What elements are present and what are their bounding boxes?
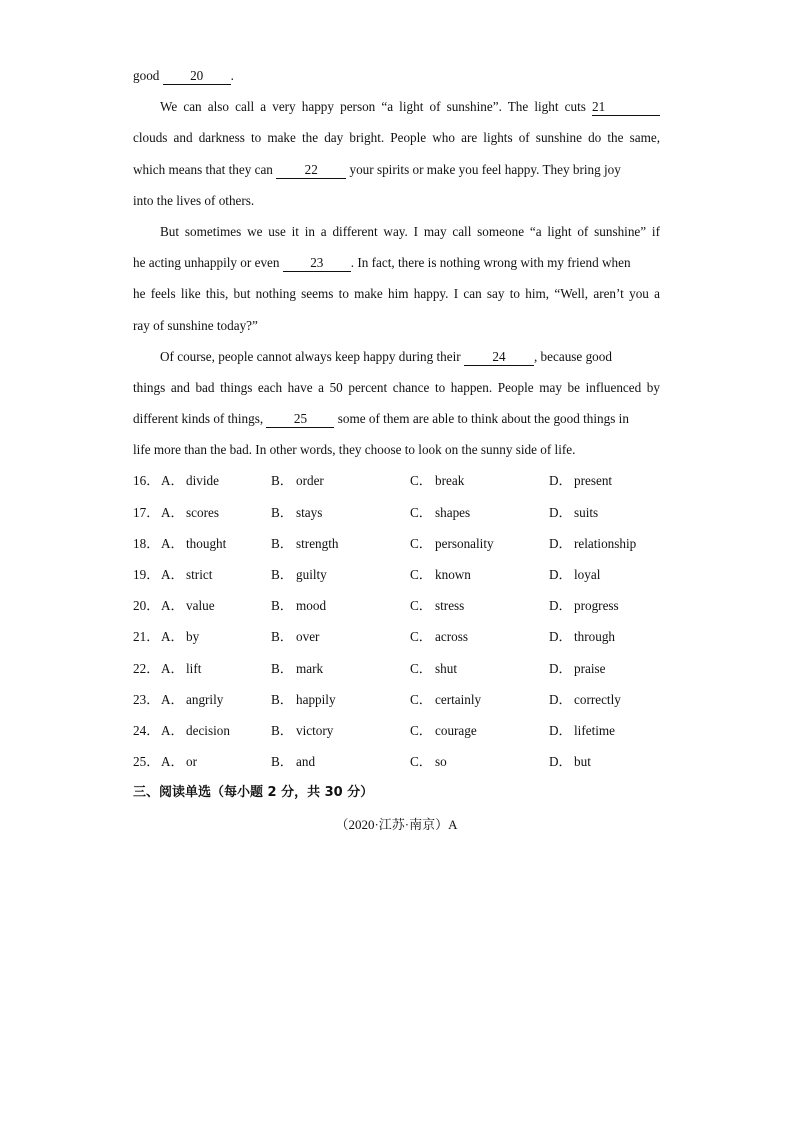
option-text: over bbox=[296, 629, 320, 645]
question-number: 17． bbox=[133, 504, 160, 520]
option-text: break bbox=[435, 473, 465, 489]
option-row bbox=[133, 653, 660, 684]
option-c bbox=[410, 497, 549, 528]
passage-line bbox=[133, 154, 660, 185]
option-a bbox=[133, 715, 271, 746]
option-letter: B． bbox=[271, 660, 293, 676]
document-content bbox=[133, 60, 660, 840]
option-text: lifetime bbox=[574, 722, 616, 738]
question-number: 21． bbox=[133, 629, 160, 645]
option-text: praise bbox=[574, 660, 606, 676]
passage-text: things and bad things each have a 50 percent chance to happen. People may be influenced by bbox=[133, 379, 660, 395]
question-number: 22． bbox=[133, 660, 160, 676]
option-c bbox=[410, 621, 549, 652]
option-c bbox=[410, 653, 549, 684]
option-c bbox=[410, 746, 549, 777]
option-c bbox=[410, 715, 549, 746]
option-text: across bbox=[435, 629, 468, 645]
option-text: stays bbox=[296, 504, 323, 520]
option-a bbox=[133, 528, 271, 559]
passage-line bbox=[133, 434, 660, 465]
passage-text: Of course, people cannot always keep happy during their bbox=[160, 348, 464, 364]
passage-text: clouds and darkness to make the day bright. People who are lights of sunshine do the same, bbox=[133, 130, 660, 146]
section-heading: 三、阅读单选（每小题 2 分，共 30 分） bbox=[133, 785, 374, 801]
option-text: mark bbox=[296, 660, 324, 676]
blank-22: 22 bbox=[276, 163, 346, 179]
option-letter: D． bbox=[549, 567, 572, 582]
option-text: and bbox=[296, 754, 316, 770]
passage-text: different kinds of things, bbox=[133, 411, 267, 427]
option-a bbox=[133, 497, 271, 528]
passage-text: he feels like this, but nothing seems to make him happy. I can say to him, “Well, aren’t you a bbox=[133, 286, 660, 302]
option-b bbox=[271, 559, 410, 590]
option-letter: B． bbox=[271, 754, 293, 770]
option-a bbox=[133, 559, 271, 590]
option-letter: D． bbox=[549, 629, 572, 645]
question-number: 20． bbox=[133, 598, 160, 614]
option-text: certainly bbox=[435, 691, 482, 707]
passage-text: . In fact, there is nothing wrong with my friend when bbox=[350, 255, 631, 271]
option-letter: C． bbox=[410, 567, 432, 582]
option-letter: B． bbox=[271, 504, 293, 520]
option-letter: C． bbox=[410, 598, 432, 614]
option-text: guilty bbox=[296, 567, 327, 582]
option-d bbox=[549, 746, 688, 777]
option-a bbox=[133, 590, 271, 621]
question-number: 23． bbox=[133, 691, 160, 707]
option-row bbox=[133, 715, 660, 746]
question-number: 25． bbox=[133, 754, 160, 770]
option-letter: C． bbox=[410, 629, 432, 645]
option-d bbox=[549, 590, 688, 621]
passage-text: We can also call a very happy person “a light of sunshine”. The light cuts bbox=[160, 99, 592, 115]
passage-line bbox=[133, 341, 660, 372]
option-text: mood bbox=[296, 598, 327, 614]
option-text: relationship bbox=[574, 535, 637, 551]
option-text: angrily bbox=[186, 691, 224, 707]
option-a bbox=[133, 684, 271, 715]
option-c bbox=[410, 528, 549, 559]
option-text: known bbox=[435, 567, 471, 582]
option-text: thought bbox=[186, 535, 227, 551]
option-letter: A． bbox=[161, 504, 184, 520]
option-a bbox=[133, 621, 271, 652]
option-text: loyal bbox=[574, 567, 601, 582]
passage-text: good bbox=[133, 68, 163, 83]
passage-line bbox=[133, 216, 660, 247]
option-letter: D． bbox=[549, 598, 572, 614]
blank-24: 24 bbox=[464, 350, 534, 366]
option-text: scores bbox=[186, 504, 219, 520]
option-letter: A． bbox=[161, 598, 184, 614]
option-letter: C． bbox=[410, 722, 432, 738]
option-letter: A． bbox=[161, 567, 184, 582]
option-letter: C． bbox=[410, 691, 432, 707]
option-text: divide bbox=[186, 473, 219, 489]
option-d bbox=[549, 465, 688, 496]
option-letter: B． bbox=[271, 598, 293, 614]
passage-text: into the lives of others. bbox=[133, 192, 255, 208]
option-text: happily bbox=[296, 691, 336, 707]
option-letter: D． bbox=[549, 754, 572, 770]
blank-25: 25 bbox=[266, 412, 334, 428]
option-a bbox=[133, 746, 271, 777]
option-letter: A． bbox=[161, 629, 184, 645]
option-c bbox=[410, 684, 549, 715]
option-d bbox=[549, 684, 688, 715]
passage-line bbox=[133, 122, 660, 153]
option-text: but bbox=[574, 754, 591, 770]
option-b bbox=[271, 653, 410, 684]
passage-line bbox=[133, 310, 660, 341]
passage-text: some of them are able to think about the good things in bbox=[334, 411, 629, 427]
option-letter: C． bbox=[410, 473, 432, 489]
passage-line bbox=[133, 372, 660, 403]
blank-21: 21 bbox=[592, 100, 660, 116]
option-letter: D． bbox=[549, 535, 572, 551]
option-letter: A． bbox=[161, 722, 184, 738]
option-letter: D． bbox=[549, 691, 572, 707]
option-letter: A． bbox=[161, 535, 184, 551]
option-row bbox=[133, 559, 660, 590]
option-a bbox=[133, 653, 271, 684]
passage-line bbox=[133, 91, 660, 122]
option-row bbox=[133, 497, 660, 528]
option-d bbox=[549, 528, 688, 559]
option-b bbox=[271, 746, 410, 777]
option-letter: A． bbox=[161, 660, 184, 676]
option-letter: A． bbox=[161, 473, 184, 489]
option-letter: A． bbox=[161, 691, 184, 707]
blank-20: 20 bbox=[163, 69, 231, 85]
passage-line bbox=[133, 60, 660, 91]
option-letter: B． bbox=[271, 691, 293, 707]
option-d bbox=[549, 621, 688, 652]
passage-text: your spirits or make you feel happy. They bring joy bbox=[346, 161, 621, 177]
passage-text: But sometimes we use it in a different way. I may call someone “a light of sunshine” if bbox=[160, 223, 660, 239]
question-number: 19． bbox=[133, 567, 160, 582]
option-letter: C． bbox=[410, 504, 432, 520]
option-letter: D． bbox=[549, 504, 572, 520]
option-b bbox=[271, 465, 410, 496]
option-row bbox=[133, 528, 660, 559]
passage-text: which means that they can bbox=[133, 161, 277, 177]
option-d bbox=[549, 559, 688, 590]
option-c bbox=[410, 559, 549, 590]
passage-line bbox=[133, 403, 660, 434]
option-text: shapes bbox=[435, 504, 471, 520]
option-row bbox=[133, 590, 660, 621]
passage-line bbox=[133, 185, 660, 216]
option-text: strict bbox=[186, 567, 213, 582]
question-number: 16． bbox=[133, 473, 160, 489]
passage-text: , because good bbox=[533, 348, 612, 364]
option-text: shut bbox=[435, 660, 457, 676]
option-text: lift bbox=[186, 660, 202, 676]
option-letter: B． bbox=[271, 567, 293, 582]
passage-source: （2020·江苏·南京）A bbox=[335, 816, 458, 832]
option-text: decision bbox=[186, 722, 230, 738]
option-d bbox=[549, 715, 688, 746]
passage-line bbox=[133, 278, 660, 309]
option-letter: D． bbox=[549, 473, 572, 489]
option-text: order bbox=[296, 473, 324, 489]
option-b bbox=[271, 590, 410, 621]
passage-text: life more than the bad. In other words, they choose to look on the sunny side of life. bbox=[133, 442, 576, 458]
option-text: through bbox=[574, 629, 616, 645]
option-b bbox=[271, 497, 410, 528]
option-text: or bbox=[186, 754, 197, 770]
option-b bbox=[271, 528, 410, 559]
option-letter: D． bbox=[549, 722, 572, 738]
option-text: value bbox=[186, 598, 215, 614]
option-letter: C． bbox=[410, 754, 432, 770]
option-letter: A． bbox=[161, 754, 184, 770]
passage-text: he acting unhappily or even bbox=[133, 255, 283, 271]
option-letter: D． bbox=[549, 660, 572, 676]
options-list bbox=[133, 465, 660, 777]
option-text: so bbox=[435, 754, 447, 770]
option-c bbox=[410, 590, 549, 621]
option-letter: C． bbox=[410, 535, 432, 551]
option-d bbox=[549, 653, 688, 684]
question-number: 24． bbox=[133, 722, 160, 738]
option-b bbox=[271, 715, 410, 746]
option-d bbox=[549, 497, 688, 528]
option-text: present bbox=[574, 473, 613, 489]
option-letter: B． bbox=[271, 629, 293, 645]
option-text: personality bbox=[435, 535, 494, 551]
option-letter: B． bbox=[271, 722, 293, 738]
option-row bbox=[133, 746, 660, 777]
option-text: victory bbox=[296, 722, 334, 738]
option-b bbox=[271, 684, 410, 715]
option-b bbox=[271, 621, 410, 652]
option-c bbox=[410, 465, 549, 496]
passage-line bbox=[133, 247, 660, 278]
option-letter: C． bbox=[410, 660, 432, 676]
passage-text: . bbox=[230, 68, 234, 83]
option-text: courage bbox=[435, 722, 477, 738]
option-text: progress bbox=[574, 598, 619, 614]
option-a bbox=[133, 465, 271, 496]
option-text: stress bbox=[435, 598, 465, 614]
option-letter: B． bbox=[271, 473, 293, 489]
option-text: strength bbox=[296, 535, 339, 551]
option-row bbox=[133, 684, 660, 715]
blank-23: 23 bbox=[283, 256, 351, 272]
option-text: by bbox=[186, 629, 200, 645]
question-number: 18． bbox=[133, 535, 160, 551]
option-row bbox=[133, 465, 660, 496]
option-text: suits bbox=[574, 504, 599, 520]
option-text: correctly bbox=[574, 691, 621, 707]
passage-text: ray of sunshine today?” bbox=[133, 317, 258, 333]
option-letter: B． bbox=[271, 535, 293, 551]
option-row bbox=[133, 621, 660, 652]
